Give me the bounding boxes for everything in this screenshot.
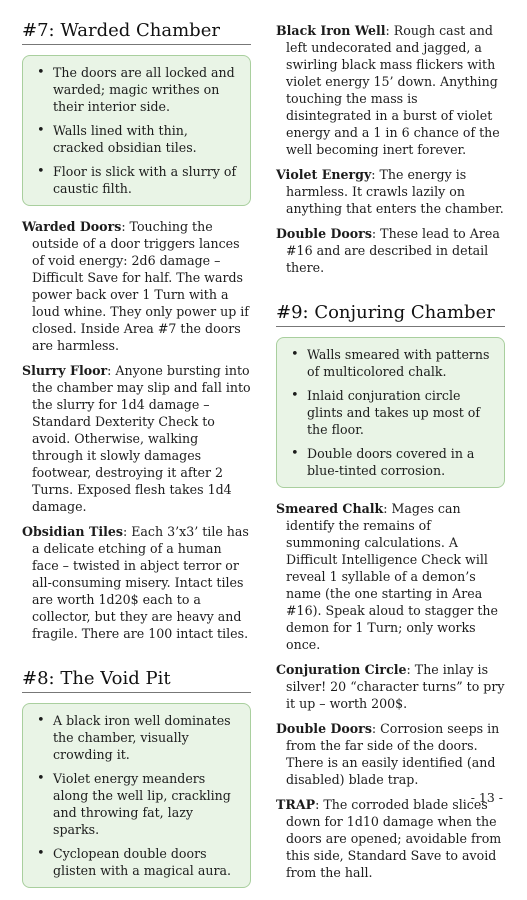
- entry-term: Double Doors: [276, 721, 372, 736]
- bullet-item: • Floor is slick with a slurry of caustic filth.: [53, 163, 242, 197]
- entry-term: Slurry Floor: [22, 363, 108, 378]
- entry-term: Smeared Chalk: [276, 501, 384, 516]
- section-7-summary-box: [22, 55, 251, 206]
- bullet-item: • Cyclopean double doors glisten with a magical aura.: [53, 845, 242, 879]
- entry-obsidian-tiles: [22, 523, 251, 642]
- page-number: - 13 -: [470, 790, 503, 805]
- entry-text: : Corrosion seeps in from the far side of the doors. There is an easily identified (and disabled) blade trap.: [286, 721, 500, 787]
- entry-term: TRAP: [276, 797, 316, 812]
- entry-term: Conjuration Circle: [276, 662, 407, 677]
- entry-text: : Each 3’x3’ tile has a delicate etching of a human face – twisted in abject terror or all-consuming misery. Intact tiles are worth 1d20$ each to a collector, but they are heavy and fragile. There are 100 intact tiles.: [32, 524, 249, 641]
- entry-conjuration-circle: [276, 661, 505, 712]
- entry-text: : The inlay is silver! 20 “character turns” to pry it up – worth 200$.: [286, 662, 505, 711]
- bullet-item: • Inlaid conjuration circle glints and takes up most of the floor.: [307, 387, 496, 438]
- section-7: [22, 0, 251, 642]
- entry-term: Double Doors: [276, 226, 372, 241]
- entry-term: Obsidian Tiles: [22, 524, 123, 539]
- entry-text: : Rough cast and left undecorated and jagged, a swirling black mass flickers with violet energy 15’ down. Anything touching the mass is disintegrated in a burst of violet energy and a 1 in 6 chance of the well becoming inert forever.: [286, 23, 500, 157]
- entry-smeared-chalk: [276, 500, 505, 653]
- entry-term: Violet Energy: [276, 167, 372, 182]
- section-9-title: #9: Conjuring Chamber: [276, 302, 505, 327]
- bullet-item: • The doors are all locked and warded; magic writhes on their interior side.: [53, 64, 242, 115]
- section-8: [22, 650, 251, 888]
- entry-text: : Mages can identify the remains of summoning calculations. A Difficult Intelligence Check will reveal 1 syllable of a demon’s name (the one starting in Area #16). Speak aloud to stagger the demon for 1 Turn; only works once.: [286, 501, 498, 652]
- bullet-item: • Violet energy meanders along the well lip, crackling and throwing fat, lazy sparks.: [53, 770, 242, 838]
- bullet-item: • Walls lined with thin, cracked obsidian tiles.: [53, 122, 242, 156]
- entry-text: : Touching the outside of a door triggers lances of void energy: 2d6 damage – Difficult Save for half. The wards power back over 1 Turn with a loud whine. They only power up if closed. Inside Area #7 the doors are harmless.: [32, 219, 249, 353]
- entry-double-doors-9: [276, 720, 505, 788]
- section-9-bullet-list: [307, 346, 496, 479]
- entry-trap: [276, 796, 505, 881]
- entry-term: Black Iron Well: [276, 23, 386, 38]
- entry-text: : These lead to Area #16 and are described in detail there.: [286, 226, 500, 275]
- entry-text: : Anyone bursting into the chamber may slip and fall into the slurry for 1d4 damage – Standard Dexterity Check to avoid. Otherwise, walking through it slowly damages footwear, destroying it after 2 Turns. Exposed flesh takes 1d4 damage.: [32, 363, 251, 514]
- entry-text: : The corroded blade slices down for 1d10 damage when the doors are opened; avoidable from this side, Standard Save to avoid from the hall.: [286, 797, 502, 880]
- left-column: [22, 0, 251, 900]
- entry-double-doors-8: [276, 225, 505, 276]
- bullet-item: • Double doors covered in a blue-tinted corrosion.: [307, 445, 496, 479]
- entry-black-iron-well: [276, 22, 505, 158]
- entry-term: Warded Doors: [22, 219, 122, 234]
- section-7-bullet-list: [53, 64, 242, 197]
- entry-violet-energy: [276, 166, 505, 217]
- entry-slurry-floor: [22, 362, 251, 515]
- entry-text: : The energy is harmless. It crawls lazily on anything that enters the chamber.: [286, 167, 504, 216]
- section-9-summary-box: [276, 337, 505, 488]
- entry-warded-doors: [22, 218, 251, 354]
- section-7-title: #7: Warded Chamber: [22, 20, 251, 45]
- section-8-summary-box: [22, 703, 251, 888]
- bullet-item: • Walls smeared with patterns of multicolored chalk.: [307, 346, 496, 380]
- section-8-bullet-list: [53, 712, 242, 879]
- right-column: [276, 0, 505, 889]
- section-8-title: #8: The Void Pit: [22, 668, 251, 693]
- bullet-item: • A black iron well dominates the chamber, visually crowding it.: [53, 712, 242, 763]
